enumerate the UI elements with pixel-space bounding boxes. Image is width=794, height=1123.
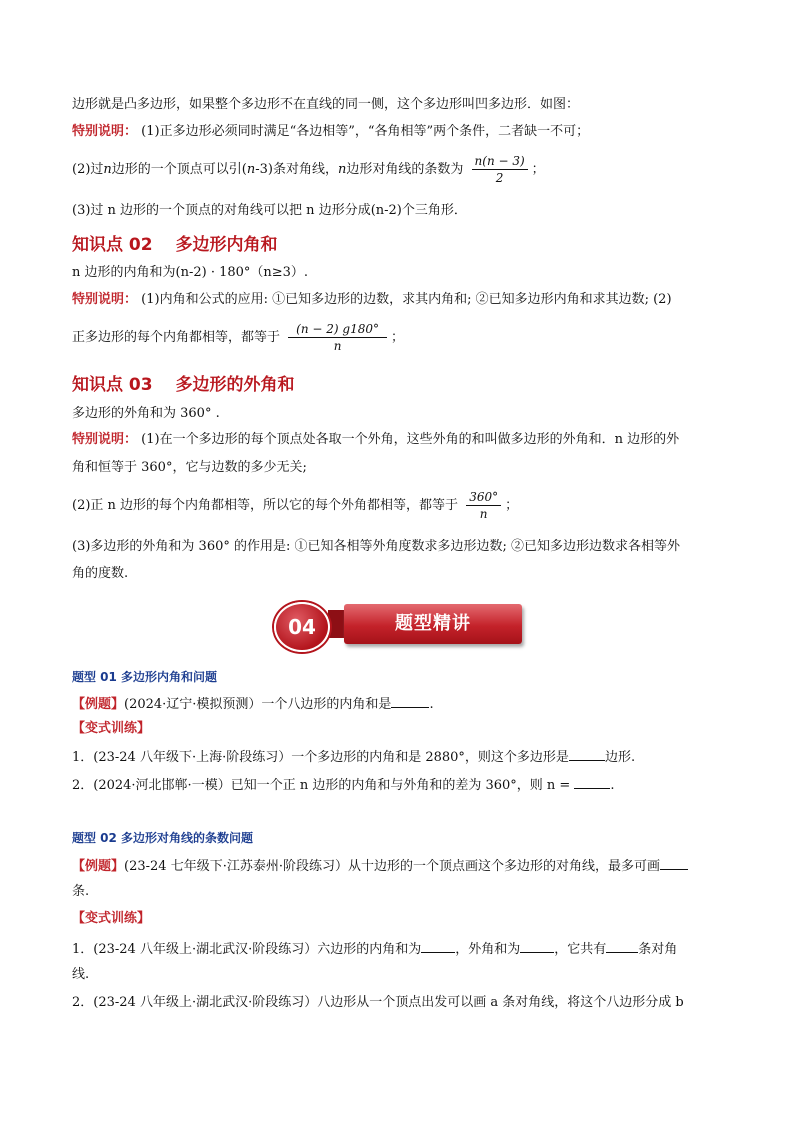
fraction-denominator: n [333,339,342,353]
train-label: 【变式训练】 [72,911,151,926]
kp3-note-2 [72,488,518,524]
example-label: 【例题】 [72,697,125,712]
t1-q2 [72,775,614,795]
t1-example-text: (2024·辽宁·模拟预测）一个八边形的内角和是 [124,697,392,712]
note-2-mid3: 边形对角线的条数为 [346,162,464,177]
section-banner [272,600,522,650]
t2-q1 [72,939,677,959]
t2-example-text: (23-24 七年级下·江苏泰州·阶段练习）从十边形的一个顶点画这个多边形的对角线，最多可画 [124,859,660,874]
kp3-note-2-end: ； [505,498,519,513]
note-1-text: (1)正多边形必须同时满足“各边相等”，“各角相等”两个条件，二者缺一不可； [141,124,590,139]
kp3-note-3: (3)多边形的外角和为 360° 的作用是: ①已知各相等外角度数求多边形边数; ②已知多边形边数求各相等外 [72,539,681,554]
exterior-angle-fraction [466,489,501,522]
t2-example [72,856,688,876]
note-2-mid1: 边形的一个顶点可以引( [111,162,247,177]
kp2-note-2 [72,320,404,356]
train-label: 【变式训练】 [72,721,151,736]
kp2-note-2-pre: 正多边形的每个内角都相等，都等于 [72,330,281,345]
note-3: (3)过 n 边形的一个顶点的对角线可以把 n 边形分成(n-2)个三角形． [72,203,467,218]
note-2-mid2: -3)条对角线， [255,162,338,177]
answer-blank[interactable] [606,939,638,953]
kp3-note-2-pre: (2)正 n 边形的每个内角都相等，所以它的每个外角都相等，都等于 [72,498,459,513]
t2-q1-c: ，它共有 [554,942,607,957]
kp3-line1: 多边形的外角和为 360° . [72,406,220,421]
kp3-note-3b: 角的度数. [72,566,129,581]
intro-line: 边形就是凸多边形，如果整个多边形不在直线的同一侧，这个多边形叫凹多边形．如图： [72,97,580,112]
answer-blank[interactable] [391,694,429,708]
var-n: n [103,162,112,177]
kp2-note-2-end: ； [390,330,404,345]
t1-train-label [72,720,150,738]
kp3-note-1 [72,431,679,449]
t2-q1-a: 1．(23-24 八年级上·湖北武汉·阶段练习）六边形的内角和为 [72,942,422,957]
note-label: 特别说明： [72,432,138,447]
kp2-note-1 [72,291,672,309]
answer-blank[interactable] [660,856,688,870]
t1-example-end: . [429,697,434,712]
t2-q1-cont: 线. [72,967,90,982]
note-2 [72,152,545,188]
kp2-line1: n 边形的内角和为(n-2) · 180°（n≥3）. [72,265,309,280]
kp3-heading: 知识点 03 多边形的外角和 [72,375,295,395]
t2-example-cont: 条. [72,884,90,899]
fraction-denominator: 2 [495,171,504,185]
t2-train-label [72,910,150,928]
answer-blank[interactable] [421,939,455,953]
kp3-note-1b: 角和恒等于 360°，它与边数的多少无关; [72,460,307,475]
t1-q1-end: 边形. [604,750,636,765]
t1-example [72,694,434,714]
answer-blank[interactable] [520,939,554,953]
fraction-numerator: n(n − 3) [472,153,528,170]
fraction-denominator: n [479,507,488,521]
interior-angle-fraction [288,321,387,354]
t1-title: 题型 01 多边形内角和问题 [72,670,218,684]
var-n: n [338,162,347,177]
diagonal-count-fraction [472,153,528,186]
t1-q2-end: . [610,778,615,793]
example-label: 【例题】 [72,859,125,874]
t1-q1-text: 1．(23-24 八年级下·上海·阶段练习）一个多边形的内角和是 2880°，则这个多边形是 [72,750,569,765]
banner-number-badge: 04 [274,602,330,652]
t2-q1-b: ，外角和为 [455,942,521,957]
note-2-end: ； [531,162,545,177]
note-label: 特别说明： [72,124,138,139]
banner-title: 题型精讲 [344,604,522,644]
kp2-heading: 知识点 02 多边形内角和 [72,235,278,255]
answer-blank[interactable] [569,747,605,761]
note-1 [72,123,589,141]
t2-q2: 2．(23-24 八年级上·湖北武汉·阶段练习）八边形从一个顶点出发可以画 a 条对角线，将这个八边形分成 b [72,995,684,1010]
note-2-pre: (2)过 [72,162,104,177]
answer-blank[interactable] [574,775,610,789]
t2-title: 题型 02 多边形对角线的条数问题 [72,831,254,845]
fraction-numerator: 360° [466,489,501,506]
t1-q1 [72,747,635,767]
var-n: n [246,162,256,177]
kp2-note-1-text: (1)内角和公式的应用: ①已知多边形的边数，求其内角和; ②已知多边形内角和求其边数; (2) [141,292,672,307]
t1-q2-text: 2．(2024·河北邯郸·一模）已知一个正 n 边形的内角和与外角和的差为 360°，则 n = [72,778,571,793]
fraction-numerator: (n − 2) g180° [288,321,387,338]
t2-q1-d: 条对角 [638,942,678,957]
note-label: 特别说明： [72,292,138,307]
kp3-note-1-text: (1)在一个多边形的每个顶点处各取一个外角，这些外角的和叫做多边形的外角和．n 边形的外 [141,432,680,447]
